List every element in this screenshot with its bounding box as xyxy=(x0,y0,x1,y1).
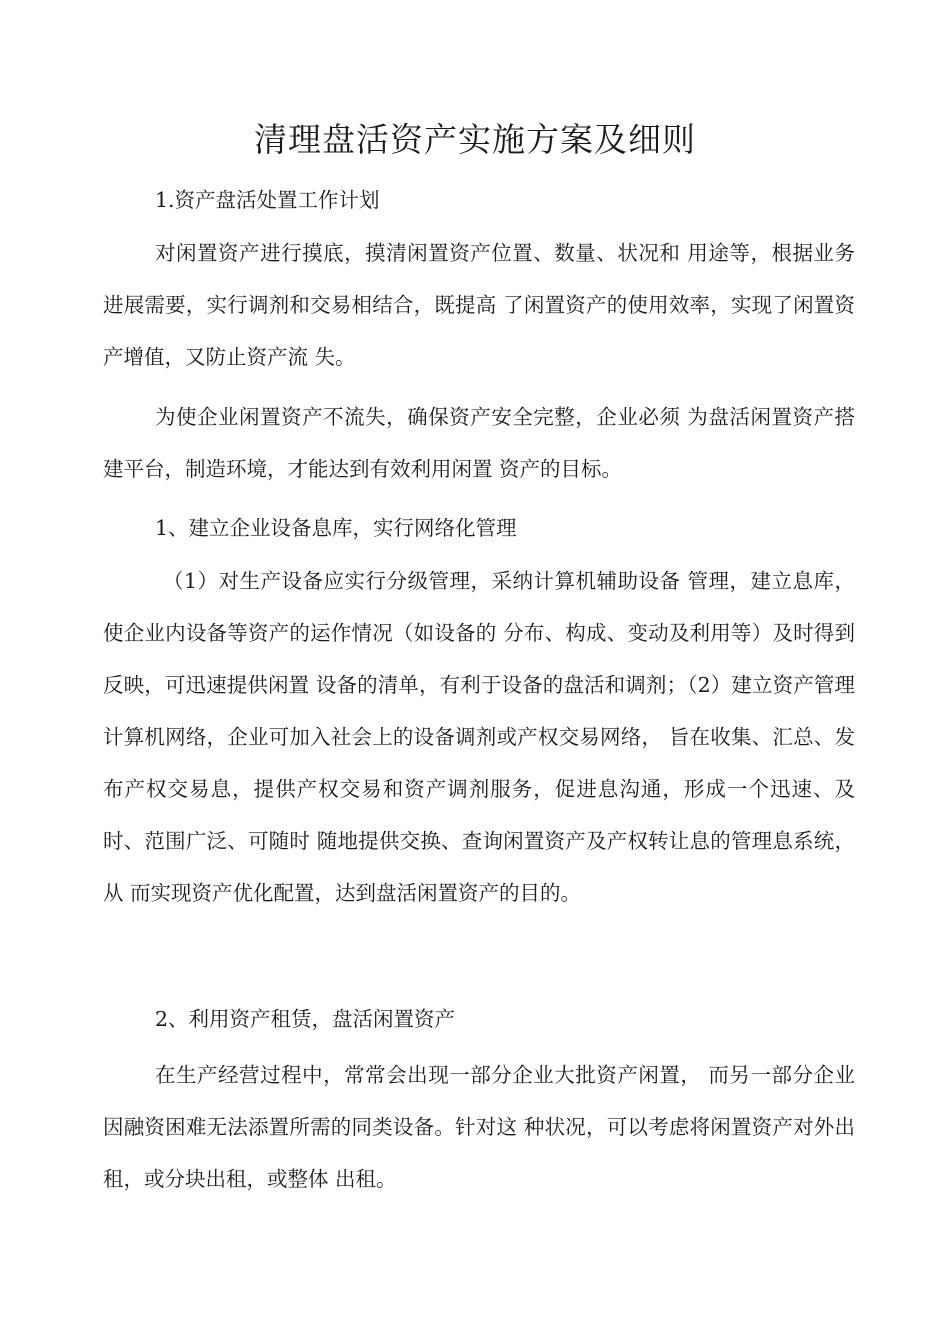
paragraph-1: 对闲置资产进行摸底，摸清闲置资产位置、数量、状况和 用途等，根据业务进展需要，实行调剂和交易相结合，既提高 了闲置资产的使用效率，实现了闲置资产增值，又防止资产流 失。 xyxy=(103,241,855,369)
item-1-body: （1）对生产设备应实行分级管理，采纳计算机辅助设备 管理，建立息库，使企业内设备等资产的运作情况（如设备的 分布、构成、变动及利用等）及时得到反映，可迅速提供闲置 设备的清单，有利于设备的盘活和调剂；（2）建立资产管理 计算机网络，企业可加入社会上的设备调剂或产权交易网络， 旨在收集、汇总、发布产权交易息，提供产权交易和资产调剂服务，促进息沟通，形成一个迅速、及时、范围广泛、可随时 随地提供交换、查询闲置资产及产权转让息的管理息系统，从 而实现资产优化配置，达到盘活闲置资产的目的。 xyxy=(103,569,855,905)
item-2-heading: 2、利用资产租赁，盘活闲置资产 xyxy=(155,1007,456,1031)
section-1-heading: 1.资产盘活处置工作计划 xyxy=(155,188,380,212)
item-1-heading: 1、建立企业设备息库，实行网络化管理 xyxy=(155,516,517,540)
paragraph-2: 为使企业闲置资产不流失，确保资产安全完整，企业必须 为盘活闲置资产搭建平台，制造环境，才能达到有效利用闲置 资产的目标。 xyxy=(103,405,855,481)
item-2-body: 在生产经营过程中，常常会出现一部分企业大批资产闲置， 而另一部分企业因融资困难无法添置所需的同类设备。针对这 种状况，可以考虑将闲置资产对外出租，或分块出租，或整体 出租。 xyxy=(103,1063,855,1191)
document-title: 清理盘活资产实施方案及细则 xyxy=(254,120,696,159)
